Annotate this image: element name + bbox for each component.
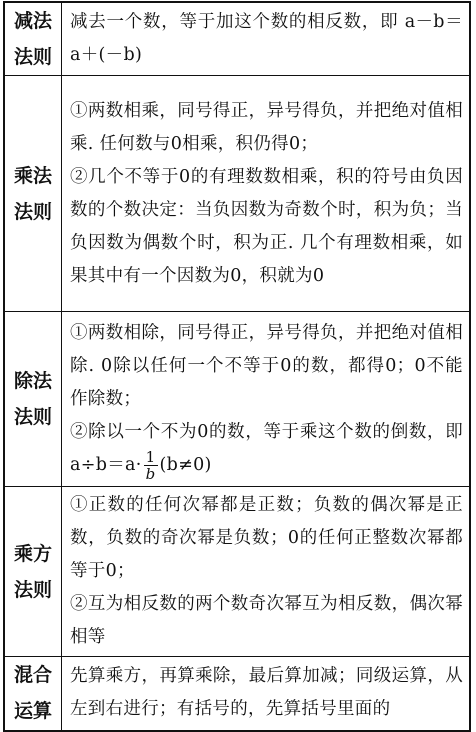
category-cell: [4, 487, 62, 657]
operation-rules-table: [3, 1, 471, 732]
rule-cell: [62, 2, 471, 76]
category-label-line: 除法: [13, 370, 52, 392]
category-label-line: 法则: [13, 200, 52, 223]
category-label-line: 法则: [13, 578, 52, 601]
category-label-line: 运算: [13, 700, 52, 723]
rule-text: ①正数的任何次幂都是正数；负数的偶次幂是正数，负数的奇次幂是负数；0的任何正整数次幂都等于0；: [70, 495, 463, 581]
category-cell: [4, 2, 62, 76]
rule-text: ①两数相除，同号得正，异号得负，并把绝对值相除. 0除以任何一个不等于0的数，都得0；0不能作除数；: [70, 322, 463, 409]
category-label-line: 混合: [13, 664, 52, 687]
fraction-numerator: 1: [144, 449, 158, 466]
table-row: [4, 76, 470, 312]
category-cell: [4, 657, 62, 731]
rule-text: 减去一个数，等于加这个数的相反数，即 a－b＝a＋(－b): [70, 12, 463, 65]
rule-text: ②几个不等于0的有理数数相乘，积的符号由负因数的个数决定：当负因数为奇数个时，积为负；当负因数为偶数个时，积为正. 几个有理数相乘，如果其中有一个因数为0，积就为0: [70, 166, 463, 286]
rule-text-with-fraction: [70, 416, 463, 482]
rule-text: ②互为相反数的两个数奇次幂互为相反数，偶次幂相等: [70, 594, 463, 647]
category-label-line: 法则: [13, 46, 52, 68]
table-row: [4, 657, 470, 731]
rule-cell: [62, 487, 471, 657]
category-label-line: 减法: [13, 10, 52, 32]
table-row: [4, 312, 470, 487]
rule-text: ②除以一个不为0的数，等于乘这个数的倒数，即 a÷b＝a·: [70, 421, 463, 475]
rule-text: (b≠0): [159, 454, 212, 475]
rule-cell: [62, 657, 471, 731]
category-cell: [4, 76, 62, 312]
rule-text: 先算乘方，再算乘除，最后算加减；同级运算，从左到右进行；有括号的，先算括号里面的: [70, 666, 463, 720]
fraction: [144, 449, 158, 482]
category-label-line: 法则: [13, 406, 52, 428]
rule-cell: [62, 76, 471, 312]
category-cell: [4, 312, 62, 487]
table-row: [4, 2, 470, 76]
rule-text: ①两数相乘，同号得正，异号得负，并把绝对值相乘. 任何数与0相乘，积仍得0；: [70, 100, 463, 154]
rule-cell: [62, 312, 471, 487]
table-row: [4, 487, 470, 657]
fraction-denominator: b: [145, 464, 156, 483]
category-label-line: 乘法: [13, 164, 52, 187]
category-label-line: 乘方: [13, 542, 52, 565]
